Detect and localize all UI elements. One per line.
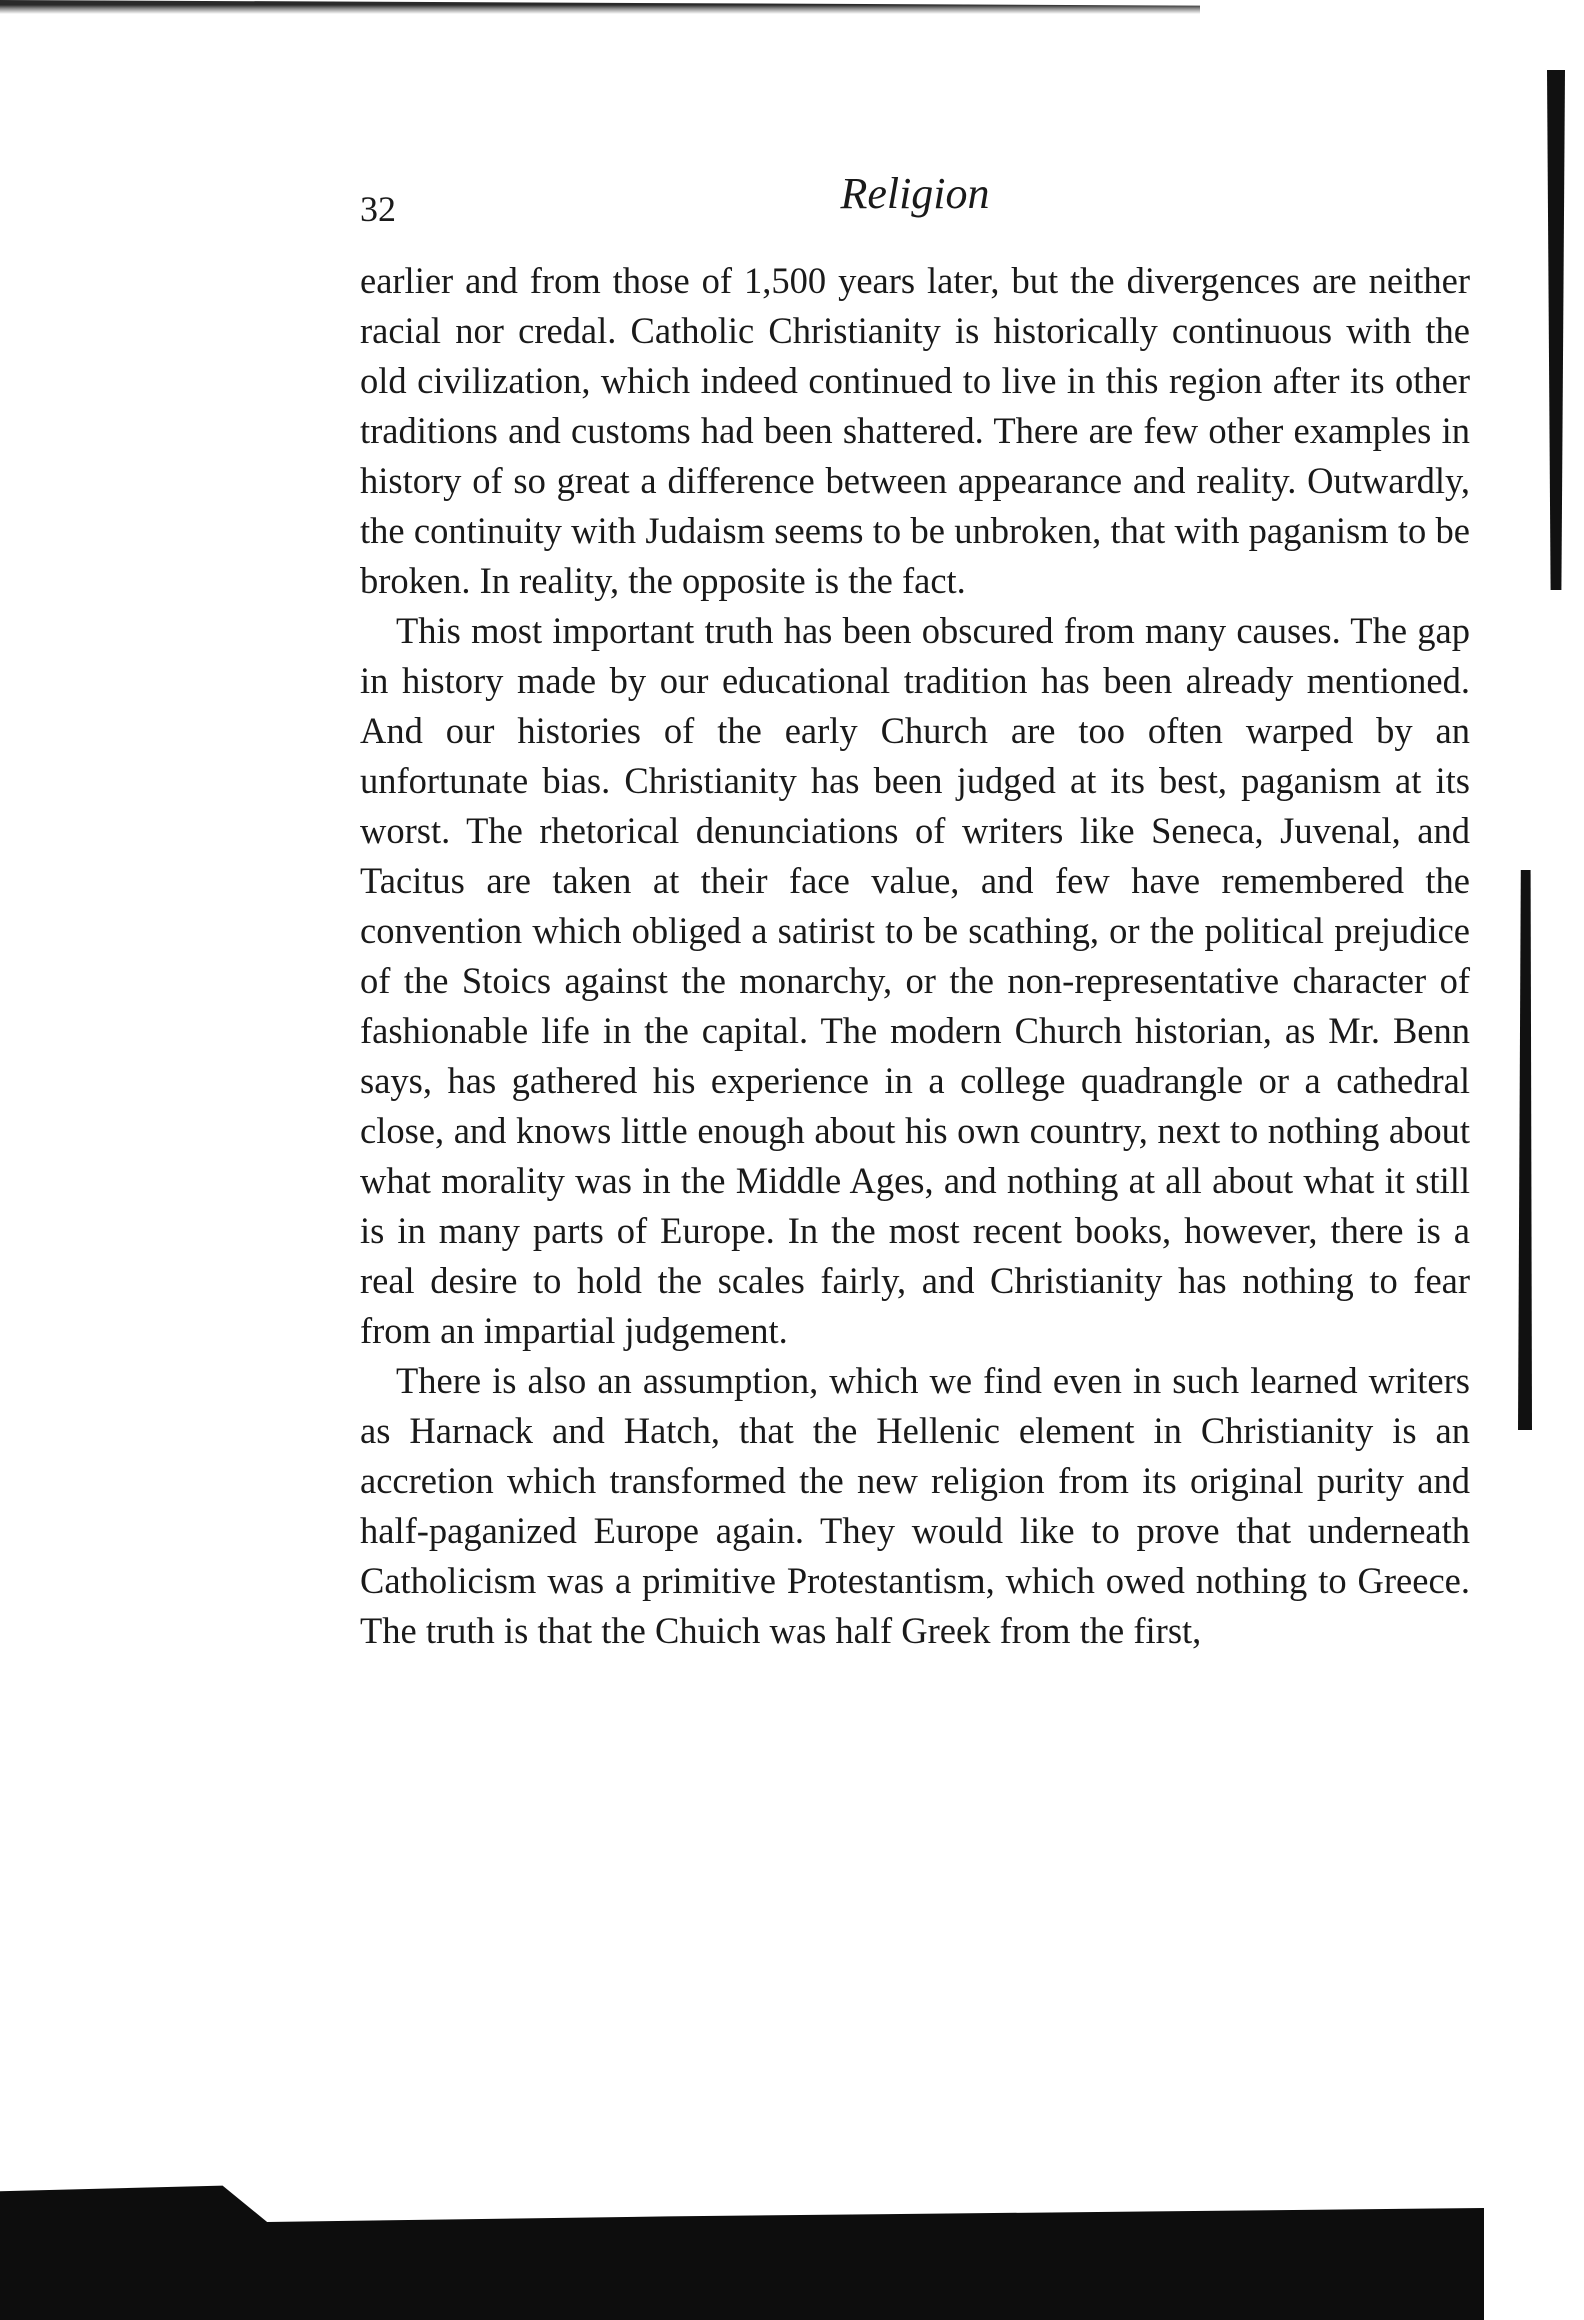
body-text xyxy=(360,256,1470,1656)
paragraph: There is also an assumption, which we find even in such learned writers as Harnack and Hatch, that the Hellenic element in Christianity is an accretion which transformed the new religion from its original purity and half-paganized Europe again. They would like to prove that underneath Catholicism was a primitive Protestantism, which owed nothing to Greece. The truth is that the Chuich was half Greek from the first, xyxy=(360,1360,1470,1651)
running-head: Religion xyxy=(840,169,990,218)
scan-edge-shadow-top xyxy=(0,0,1200,14)
page-header xyxy=(360,168,1470,228)
scan-edge-shadow-right-lower xyxy=(1518,870,1532,1430)
scan-edge-shadow-right-upper xyxy=(1547,70,1565,590)
paragraph: This most important truth has been obscured from many causes. The gap in history made by our educational tradition has been already mentioned. And our histories of the early Church are too often warped by an unfortunate bias. Christianity has been judged at its best, paganism at its worst. The rhetorical denunciations of writers like Seneca, Juvenal, and Tacitus are taken at their face value, and few have remembered the convention which obliged a satirist to be scathing, or the political prejudice of the Stoics against the monarchy, or the non-representative character of fashionable life in the capital. The modern Church historian, as Mr. Benn says, has gathered his experience in a college quadrangle or a cathedral close, and knows little enough about his own country, next to nothing about what morality was in the Middle Ages, and nothing at all about what it still is in many parts of Europe. In the most recent books, however, there is a real desire to hold the scales fairly, and Christianity has nothing to fear from an impartial judgement. xyxy=(360,610,1470,1351)
scan-edge-shadow-bottom xyxy=(0,2180,1484,2320)
paragraph: earlier and from those of 1,500 years later, but the divergences are neither racial nor credal. Catholic Christianity is historically continuous with the old civilization, which indeed continued to live in this region after its other traditions and customs had been shattered. There are few other examples in history of so great a difference between appearance and reality. Outwardly, the continuity with Judaism seems to be unbroken, that with paganism to be broken. In reality, the opposite is the fact. xyxy=(360,260,1470,601)
page-number: 32 xyxy=(360,189,396,229)
